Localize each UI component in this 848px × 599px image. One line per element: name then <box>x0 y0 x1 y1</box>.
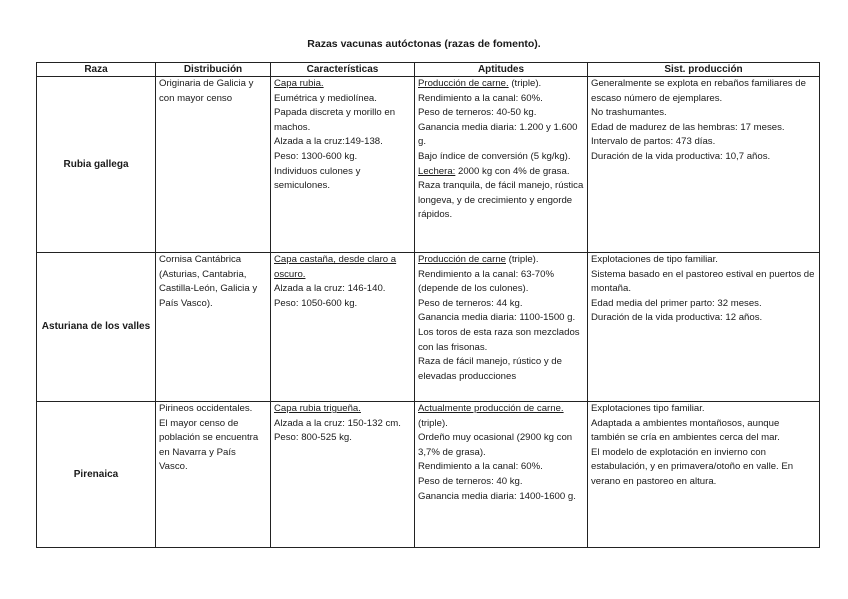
aptitudes-line <box>418 402 584 431</box>
aptitudes-line <box>418 106 584 121</box>
production-line: Intervalo de partos: 473 días. <box>591 136 716 148</box>
aptitudes-line <box>418 326 584 355</box>
production-line: Duración de la vida productiva: 12 años. <box>591 312 763 324</box>
breeds-table <box>36 62 820 548</box>
aptitudes-line <box>418 460 584 475</box>
characteristics-text: Papada discreta y morillo en machos. <box>274 107 396 133</box>
characteristics-cell <box>271 253 415 402</box>
characteristics-text: Peso: 1300-600 kg. <box>274 150 358 162</box>
characteristics-text: Eumétrica y mediolínea. <box>274 92 377 104</box>
aptitudes-text: Ganancia media diaria: 1100-1500 g. <box>418 312 576 324</box>
aptitudes-line <box>418 253 584 268</box>
characteristics-cell <box>271 402 415 548</box>
aptitudes-text: Peso de terneros: 40 kg. <box>418 475 523 487</box>
header-raza: Raza <box>37 63 156 77</box>
aptitudes-text: Rendimiento a la canal: 63-70% (depende de los culones). <box>418 268 554 295</box>
aptitudes-underlined: Producción de carne. <box>418 78 509 89</box>
characteristics-line <box>274 282 411 297</box>
aptitudes-text: Raza de fácil manejo, rústico y de elevadas producciones <box>418 356 562 382</box>
production-line: Duración de la vida productiva: 10,7 años. <box>591 150 771 162</box>
table-row <box>37 77 820 253</box>
characteristics-line <box>274 297 411 312</box>
distribution-line: Originaria de Galicia y con mayor censo <box>159 78 254 104</box>
characteristics-text: Alzada a la cruz:149-138. <box>274 136 383 148</box>
aptitudes-text: Ordeño muy ocasional (2900 kg con 3,7% de grasa). <box>418 432 573 458</box>
characteristics-underlined: Capa rubia trigueña. <box>274 403 361 414</box>
characteristics-line <box>274 402 411 417</box>
characteristics-line <box>274 253 411 282</box>
aptitudes-text: Peso de terneros: 40-50 kg. <box>418 107 537 119</box>
aptitudes-cell <box>415 253 588 402</box>
characteristics-line <box>274 150 411 165</box>
aptitudes-line <box>418 297 584 312</box>
aptitudes-line <box>418 431 584 460</box>
characteristics-text: Alzada a la cruz: 150-132 cm. <box>274 417 401 429</box>
aptitudes-line <box>418 311 584 326</box>
production-line: No trashumantes. <box>591 107 667 119</box>
production-line: Explotaciones tipo familiar. <box>591 403 705 414</box>
aptitudes-text: (triple). <box>418 417 448 429</box>
production-line: El modelo de explotación en invierno con estabulación, y en primavera/otoño en valle. En verano en pastoreo en altura. <box>591 446 794 487</box>
production-cell <box>588 77 820 253</box>
distribution-cell <box>156 77 271 253</box>
header-caracteristicas: Características <box>271 63 415 77</box>
aptitudes-text: Rendimiento a la canal: 60%. <box>418 461 543 473</box>
table-row <box>37 253 820 402</box>
characteristics-text: Peso: 800-525 kg. <box>274 432 352 444</box>
header-sist-produccion: Sist. producción <box>588 63 820 77</box>
aptitudes-line <box>418 92 584 107</box>
table-row <box>37 402 820 548</box>
production-line: Edad de madurez de las hembras: 17 meses. <box>591 121 785 133</box>
aptitudes-line <box>418 165 584 180</box>
production-line: Adaptada a ambientes montañosos, aunque también se cría en ambientes cerca del mar. <box>591 417 780 444</box>
breed-cell: Asturiana de los valles <box>37 253 156 402</box>
aptitudes-line <box>418 268 584 297</box>
characteristics-text: Individuos culones y semiculones. <box>274 165 361 192</box>
distribution-line: El mayor censo de población se encuentra en Navarra y País Vasco. <box>159 417 259 473</box>
aptitudes-underlined: Lechera: <box>418 165 456 177</box>
aptitudes-underlined: Producción de carne <box>418 254 506 265</box>
aptitudes-line <box>418 355 584 384</box>
characteristics-line <box>274 417 411 432</box>
aptitudes-text: Ganancia media diaria: 1400-1600 g. <box>418 490 576 502</box>
aptitudes-cell <box>415 402 588 548</box>
distribution-line: Pirineos occidentales. <box>159 403 253 414</box>
distribution-cell <box>156 402 271 548</box>
production-line: Sistema basado en el pastoreo estival en puertos de montaña. <box>591 268 815 295</box>
distribution-cell <box>156 253 271 402</box>
aptitudes-text: Bajo índice de conversión (5 kg/kg). <box>418 150 571 162</box>
characteristics-underlined: Capa rubia. <box>274 78 324 89</box>
aptitudes-text: Ganancia media diaria: 1.200 y 1.600 g. <box>418 121 578 148</box>
production-line: Generalmente se explota en rebaños familiares de escaso número de ejemplares. <box>591 78 806 104</box>
table-body <box>37 77 820 548</box>
characteristics-line <box>274 165 411 194</box>
breed-cell: Pirenaica <box>37 402 156 548</box>
aptitudes-line <box>418 150 584 165</box>
production-cell <box>588 253 820 402</box>
header-aptitudes: Aptitudes <box>415 63 588 77</box>
aptitudes-text: 2000 kg con 4% de grasa. <box>455 165 570 177</box>
characteristics-cell <box>271 77 415 253</box>
document-title: Razas vacunas autóctonas (razas de fomento). <box>307 38 541 50</box>
header-row <box>37 63 820 77</box>
production-line: Explotaciones de tipo familiar. <box>591 254 718 265</box>
production-cell <box>588 402 820 548</box>
characteristics-line <box>274 77 411 92</box>
aptitudes-text: (triple). <box>506 254 539 265</box>
aptitudes-line <box>418 77 584 92</box>
aptitudes-text: Los toros de esta raza son mezclados con las frisonas. <box>418 326 580 353</box>
production-line: Edad media del primer parto: 32 meses. <box>591 297 762 309</box>
aptitudes-text: Peso de terneros: 44 kg. <box>418 297 523 309</box>
aptitudes-line <box>418 121 584 150</box>
aptitudes-underlined: Actualmente producción de carne. <box>418 403 564 414</box>
aptitudes-text: Rendimiento a la canal: 60%. <box>418 92 543 104</box>
aptitudes-text: Raza tranquila, de fácil manejo, rústica longeva, y de crecimiento y engorde rápidos. <box>418 180 584 221</box>
characteristics-text: Peso: 1050-600 kg. <box>274 297 358 309</box>
distribution-line: Cornisa Cantábrica (Asturias, Cantabria, Castilla-León, Galicia y País Vasco). <box>159 254 258 309</box>
breed-cell: Rubia gallega <box>37 77 156 253</box>
characteristics-line <box>274 92 411 107</box>
characteristics-line <box>274 431 411 446</box>
characteristics-line <box>274 135 411 150</box>
aptitudes-line <box>418 490 584 505</box>
aptitudes-cell <box>415 77 588 253</box>
characteristics-underlined: Capa castaña, desde claro a oscuro. <box>274 254 397 280</box>
characteristics-line <box>274 106 411 135</box>
header-distribucion: Distribución <box>156 63 271 77</box>
aptitudes-text: (triple). <box>508 78 542 89</box>
characteristics-text: Alzada a la cruz: 146-140. <box>274 283 386 295</box>
aptitudes-line <box>418 475 584 490</box>
aptitudes-line <box>418 179 584 223</box>
